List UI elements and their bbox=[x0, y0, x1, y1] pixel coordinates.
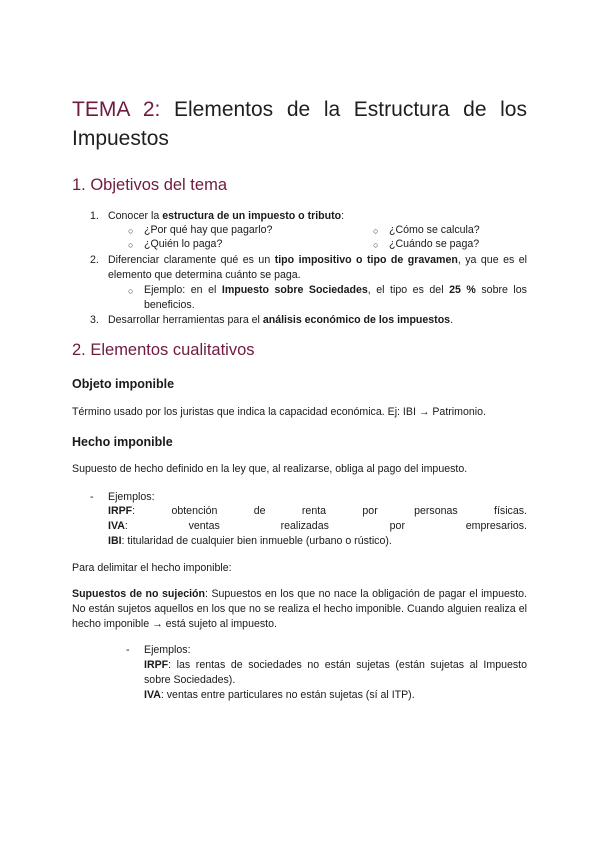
no-sujecion-paragraph bbox=[72, 587, 527, 632]
circle-bullet-icon: ○ bbox=[128, 240, 134, 250]
list-item-1 bbox=[108, 209, 528, 224]
no-sujecion-ejemplo-irpf bbox=[144, 658, 527, 688]
item-1-text: Conocer la bbox=[108, 210, 163, 222]
list-item-2 bbox=[108, 253, 527, 283]
ejemplo-ibi-text: : titularidad de cualquier bien inmueble (urbano o rústico). bbox=[121, 535, 392, 547]
tax-iva: IVA bbox=[144, 689, 161, 701]
item-2-after: , ya que es el elemento que determina cuánto se paga. bbox=[108, 254, 527, 281]
list-item-3 bbox=[108, 313, 528, 328]
item-1-bold: estructura de un impuesto o tributo bbox=[162, 210, 342, 222]
ejemplo-iva-text: : ventas realizadas por empresarios. bbox=[124, 520, 527, 532]
hecho-imponible-heading: Hecho imponible bbox=[72, 435, 173, 449]
dash-bullet: - bbox=[90, 491, 94, 503]
list-number-1: 1. bbox=[90, 210, 99, 222]
sub-ejemplo-text: Ejemplo: en el bbox=[144, 284, 222, 296]
circle-bullet-icon: ○ bbox=[373, 240, 379, 250]
no-sujecion-ejemplo-iva bbox=[144, 688, 527, 703]
circle-bullet-icon: ○ bbox=[128, 286, 134, 296]
hecho-ejemplo-irpf bbox=[108, 504, 527, 519]
tax-ibi: IBI bbox=[108, 535, 122, 547]
item-1-after: : bbox=[341, 210, 345, 222]
no-sujecion-text: : Supuestos en los que no nace la obligación de pagar el impuesto. No están sujetos aquellos en los que no se realiza el hecho imponible. Cuando alguien realiza el hecho imponible → está sujeto al impuesto. bbox=[72, 588, 527, 630]
sub-item-ejemplo-sociedades bbox=[144, 283, 527, 313]
sub-ejemplo-bold: Impuesto sobre Sociedades bbox=[221, 284, 368, 296]
hecho-ejemplo-ibi bbox=[108, 534, 527, 549]
sub-ejemplo-rate: 25 % bbox=[449, 284, 476, 296]
document-title bbox=[72, 95, 527, 153]
sub-ejemplo-mid: , el tipo es del bbox=[367, 284, 450, 296]
item-2-text: Diferenciar claramente qué es un bbox=[108, 254, 275, 266]
sub-item-quien: ¿Quién lo paga? bbox=[144, 238, 223, 250]
circle-bullet-icon: ○ bbox=[128, 226, 134, 236]
objeto-imponible-heading: Objeto imponible bbox=[72, 377, 175, 391]
no-sujecion-irpf-text: : las rentas de sociedades no están sujetas (están sujetas al Impuesto sobre Sociedades). bbox=[144, 659, 527, 686]
circle-bullet-icon: ○ bbox=[373, 226, 379, 236]
title-tema: TEMA 2: bbox=[72, 98, 161, 121]
hecho-imponible-text: Supuesto de hecho definido en la ley que, al realizarse, obliga al pago del impuesto. bbox=[72, 463, 468, 475]
item-2-bold: tipo impositivo o tipo de gravamen bbox=[274, 254, 458, 266]
tax-irpf: IRPF bbox=[144, 659, 169, 671]
section-elementos-heading: 2. Elementos cualitativos bbox=[72, 341, 255, 359]
item-3-bold: análisis económico de los impuestos bbox=[262, 314, 451, 326]
no-sujecion-bold: Supuestos de no sujeción bbox=[72, 588, 205, 600]
sub-ejemplo-after: sobre los beneficios. bbox=[144, 284, 527, 311]
list-number-2: 2. bbox=[90, 254, 99, 266]
delimitar-text: Para delimitar el hecho imponible: bbox=[72, 562, 232, 574]
tax-irpf: IRPF bbox=[108, 505, 133, 517]
list-number-3: 3. bbox=[90, 314, 99, 326]
objeto-imponible-text: Término usado por los juristas que indica la capacidad económica. Ej: IBI → Patrimonio. bbox=[72, 406, 486, 418]
no-sujecion-ejemplos-label: Ejemplos: bbox=[144, 644, 191, 656]
item-3-text: Desarrollar herramientas para el bbox=[108, 314, 263, 326]
hecho-ejemplos-label: Ejemplos: bbox=[108, 491, 155, 503]
no-sujecion-iva-text: : ventas entre particulares no están sujetas (sí al ITP). bbox=[160, 689, 415, 701]
tax-iva: IVA bbox=[108, 520, 125, 532]
item-3-after: . bbox=[450, 314, 454, 326]
dash-bullet: - bbox=[126, 644, 130, 656]
sub-item-por-que: ¿Por qué hay que pagarlo? bbox=[144, 224, 273, 236]
hecho-ejemplo-iva bbox=[108, 519, 527, 534]
title-text: Elementos de la Estructura de los Impuestos bbox=[72, 98, 527, 150]
sub-item-cuando: ¿Cuándo se paga? bbox=[389, 238, 480, 250]
ejemplo-irpf-text: : obtención de renta por personas físicas. bbox=[132, 505, 527, 517]
sub-item-como: ¿Cómo se calcula? bbox=[389, 224, 480, 236]
section-objetivos-heading: 1. Objetivos del tema bbox=[72, 176, 227, 194]
